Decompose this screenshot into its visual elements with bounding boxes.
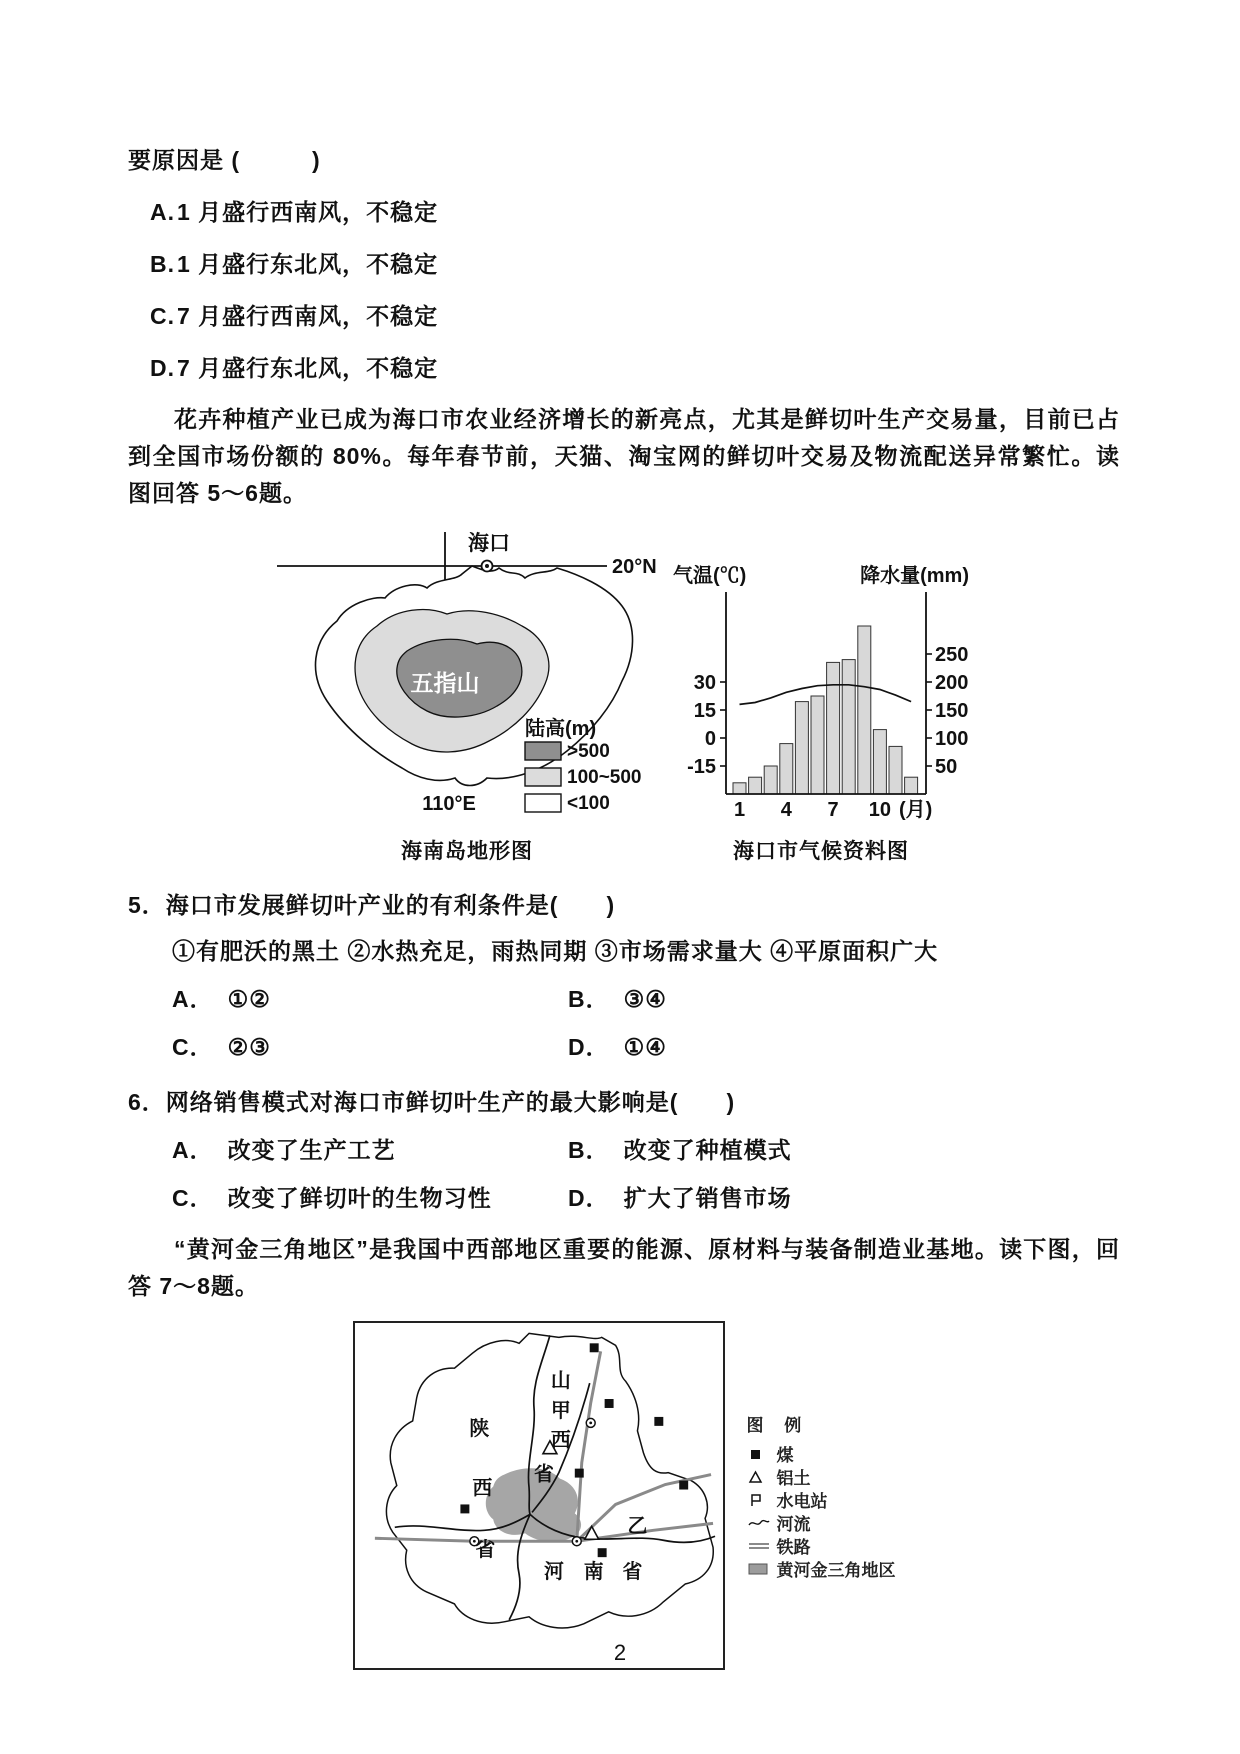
passage-haikou-flowers: 花卉种植产业已成为海口市农业经济增长的新亮点，尤其是鲜切叶生产交易量，目前已占到全国市场份额的 80%。每年春节前，天猫、淘宝网的鲜切叶交易及物流配送异常繁忙。读图回答 5～6题。 (128, 406, 1120, 506)
shaanxi-char-2: 西 (471, 1477, 492, 1500)
question-text: 网络销售模式对海口市鲜切叶生产的最大影响是( ) (165, 1089, 736, 1115)
question-6-stem (128, 1084, 1120, 1117)
option-label: C. (150, 303, 175, 329)
option-text: 改变了生产工艺 (227, 1137, 396, 1163)
legend-label: 铝土 (776, 1469, 811, 1488)
haikou-climate-chart (671, 564, 971, 826)
question-text: 海口市发展鲜切叶产业的有利条件是( ) (165, 892, 616, 918)
option-text: ①④ (623, 1034, 667, 1060)
temp-axis-label: 气温(℃) (673, 565, 747, 587)
option-text: 7 月盛行西南风，不稳定 (177, 303, 439, 329)
option-text: ①② (227, 986, 271, 1012)
henan-char-3: 省 (622, 1561, 642, 1584)
jia-label: 甲 (550, 1399, 571, 1422)
legend-label: 黄河金三角地区 (776, 1561, 896, 1580)
svg-text:7: 7 (827, 799, 839, 821)
question-6 (128, 1084, 1120, 1213)
svg-text:1: 1 (733, 799, 746, 821)
option-label: D． (568, 1034, 610, 1060)
precipitation-bars (733, 626, 918, 794)
legend-row-railway (747, 1534, 896, 1557)
legend-swatch-mid (525, 768, 561, 786)
option-b (568, 1132, 964, 1165)
option-text: 1 月盛行东北风，不稳定 (177, 251, 439, 277)
wuzhishan-label: 五指山 (410, 670, 480, 696)
option-text: 扩大了销售市场 (623, 1185, 792, 1211)
passage-yellow-river-triangle: “黄河金三角地区”是我国中西部地区重要的能源、原材料与装备制造业基地。读下图，回答 7～8题。 (128, 1236, 1120, 1299)
question-5-stem (128, 887, 1120, 920)
haikou-label: 海口 (468, 532, 510, 555)
svg-text:4: 4 (780, 799, 792, 821)
climate-chart-caption: 海口市气候资料图 (733, 840, 909, 863)
option-label: D． (568, 1185, 610, 1211)
legend-label: 河流 (776, 1515, 811, 1534)
shanxi-char-3: 省 (533, 1463, 554, 1486)
svg-text:0: 0 (704, 728, 716, 750)
question4-stem-tail: 要原因是 ( ) (128, 147, 321, 173)
yi-label: 乙 (627, 1515, 647, 1538)
legend-swatch-high (525, 742, 561, 760)
shaanxi-char-3: 省 (474, 1539, 495, 1562)
option-label: A． (172, 1137, 214, 1163)
legend-row-area (747, 1557, 896, 1580)
haikou-climate-figure (671, 564, 971, 865)
golden-triangle-map (355, 1323, 719, 1664)
golden-triangle-area-icon (747, 1562, 777, 1576)
question-5-items: ①有肥沃的黑土 ②水热充足，雨热同期 ③市场需求量大 ④平原面积广大 (172, 938, 939, 964)
option-b (150, 246, 1120, 279)
svg-text:150: 150 (935, 700, 969, 722)
option-a (150, 194, 1120, 227)
legend-label-low: <100 (567, 793, 610, 814)
legend-label: 铁路 (776, 1538, 811, 1557)
svg-text:30: 30 (693, 672, 716, 694)
option-text: 改变了种植模式 (623, 1137, 792, 1163)
option-c (150, 298, 1120, 331)
hainan-map-caption: 海南岛地形图 (401, 840, 533, 863)
hainan-topo-map (277, 526, 657, 826)
figure-row-golden-triangle (128, 1321, 1120, 1670)
option-text: ②③ (227, 1034, 271, 1060)
map-legend (747, 1411, 896, 1580)
option-label: C． (172, 1185, 214, 1211)
question-5 (128, 887, 1120, 1062)
legend-row-river (747, 1511, 896, 1534)
option-label: C． (172, 1034, 214, 1060)
shanxi-char-2: 西 (550, 1429, 571, 1452)
latitude-label: 20°N (612, 556, 657, 578)
option-label: A． (172, 986, 214, 1012)
henan-char-1: 河 (543, 1561, 564, 1584)
option-b (568, 981, 964, 1014)
legend-title: 图 例 (746, 1416, 810, 1435)
legend-label-high: >500 (567, 741, 610, 762)
legend-row-bauxite (747, 1465, 896, 1488)
legend-label: 水电站 (776, 1492, 828, 1511)
option-d (568, 1029, 964, 1062)
legend-swatch-low (525, 794, 561, 812)
hainan-topo-figure (277, 526, 657, 865)
page-number: 2 (613, 1640, 627, 1665)
bauxite-icon (747, 1470, 777, 1484)
svg-text:200: 200 (935, 672, 969, 694)
option-text: 改变了鲜切叶的生物习性 (227, 1185, 492, 1211)
svg-text:15: 15 (693, 700, 716, 722)
option-d (150, 350, 1120, 383)
question-number: 5． (128, 892, 166, 918)
option-text: 1 月盛行西南风，不稳定 (177, 199, 439, 225)
question-number: 6． (128, 1089, 166, 1115)
svg-text:50: 50 (935, 756, 958, 778)
option-text: 7 月盛行东北风，不稳定 (177, 355, 439, 381)
hydropower-station-icon (747, 1493, 777, 1507)
river-icon (747, 1516, 777, 1530)
legend-label-mid: 100~500 (567, 767, 642, 788)
option-label: B. (150, 251, 175, 277)
option-label: D. (150, 355, 175, 381)
shaanxi-char-1: 陕 (468, 1417, 489, 1440)
legend-row-hydropower (747, 1488, 896, 1511)
option-c (172, 1029, 568, 1062)
coal-icon (747, 1447, 777, 1461)
figure-row-hainan (128, 526, 1120, 865)
svg-text:250: 250 (935, 644, 969, 666)
option-c (172, 1180, 568, 1213)
question4-options (128, 194, 1120, 383)
legend-row-coal (747, 1442, 896, 1465)
henan-char-2: 南 (583, 1561, 604, 1584)
option-label: A. (150, 199, 175, 225)
option-a (172, 1132, 568, 1165)
question-6-options (172, 1117, 1120, 1213)
longitude-label: 110°E (422, 793, 476, 815)
temperature-curve (740, 685, 912, 705)
option-text: ③④ (623, 986, 667, 1012)
option-d (568, 1180, 964, 1213)
elevation-legend-title: 陆高(m) (525, 718, 597, 740)
shanxi-char-1: 山 (550, 1370, 571, 1393)
option-a (172, 981, 568, 1014)
haikou-city-dot (485, 564, 489, 568)
svg-text:10: 10 (868, 799, 892, 821)
option-label: B． (568, 986, 610, 1012)
legend-label: 煤 (776, 1446, 794, 1465)
option-label: B． (568, 1137, 610, 1163)
railway-icon (747, 1539, 777, 1553)
svg-text:-15: -15 (687, 756, 716, 778)
precip-axis-label: 降水量(mm) (860, 565, 969, 587)
question-5-options (172, 966, 1120, 1062)
svg-text:100: 100 (935, 728, 969, 750)
svg-text:(月): (月) (899, 799, 933, 821)
golden-triangle-map-frame (353, 1321, 725, 1670)
